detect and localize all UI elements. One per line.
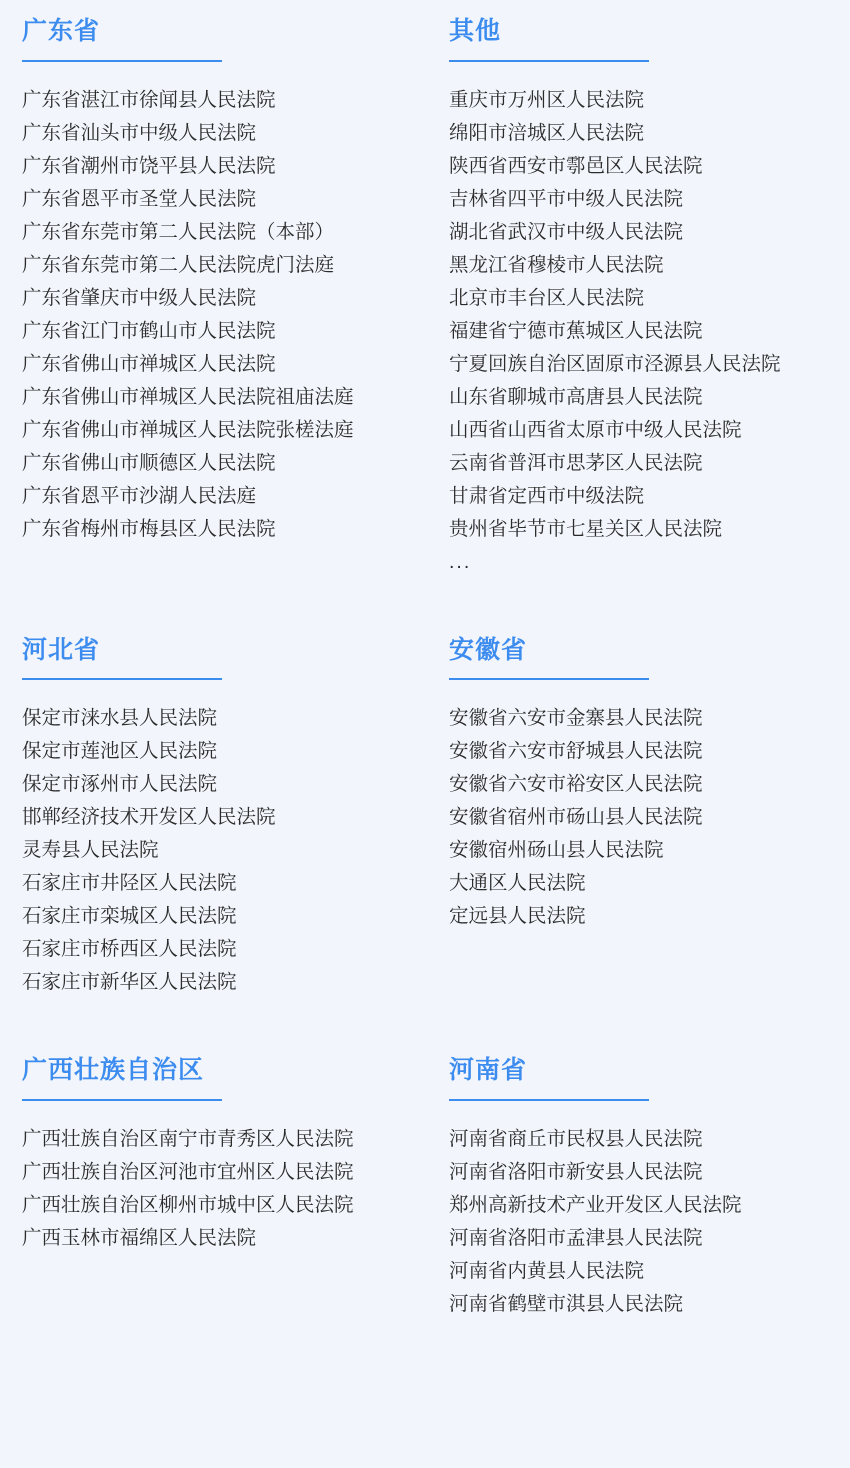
list-item[interactable]: 陕西省西安市鄠邑区人民法院	[449, 154, 703, 177]
list-item[interactable]: 广东省佛山市禅城区人民法院祖庙法庭	[22, 385, 354, 408]
list-item[interactable]: 湖北省武汉市中级人民法院	[449, 220, 684, 243]
section-henan	[425, 1057, 850, 1321]
list-item[interactable]: 广东省肇庆市中级人民法院	[22, 286, 257, 309]
list-item[interactable]: 福建省宁德市蕉城区人民法院	[449, 319, 703, 342]
section-anhui	[425, 637, 850, 1000]
list-item[interactable]: 邯郸经济技术开发区人民法院	[22, 806, 276, 828]
list-item[interactable]: 石家庄市新华区人民法院	[22, 971, 237, 993]
list-item[interactable]: 广东省恩平市沙湖人民法庭	[22, 484, 257, 507]
list-item[interactable]: 宁夏回族自治区固原市泾源县人民法院	[449, 352, 781, 375]
section-grid	[0, 18, 850, 1321]
list-item[interactable]: 吉林省四平市中级人民法院	[449, 187, 684, 210]
section-title: 广东省	[22, 17, 101, 45]
list-item[interactable]: 广西玉林市福绵区人民法院	[22, 1226, 257, 1249]
list-item[interactable]: 河南省洛阳市新安县人民法院	[449, 1160, 703, 1183]
list-item[interactable]: 郑州高新技术产业开发区人民法院	[449, 1193, 742, 1216]
court-list	[22, 702, 403, 999]
list-item[interactable]: 云南省普洱市思茅区人民法院	[449, 451, 703, 474]
list-item[interactable]: 保定市涿州市人民法院	[22, 773, 218, 795]
list-item[interactable]: 广东省佛山市顺德区人民法院	[22, 451, 276, 474]
list-item[interactable]: 大通区人民法院	[449, 872, 586, 894]
list-item[interactable]: 贵州省毕节市七星关区人民法院	[449, 517, 723, 540]
court-list	[449, 84, 828, 579]
list-item[interactable]: 河南省鹤壁市淇县人民法院	[449, 1292, 684, 1315]
title-underline	[22, 1099, 222, 1101]
list-item[interactable]: 安徽省六安市裕安区人民法院	[449, 773, 703, 795]
section-guangxi	[0, 1057, 425, 1321]
list-item[interactable]: 保定市莲池区人民法院	[22, 740, 218, 762]
list-item[interactable]: 重庆市万州区人民法院	[449, 88, 645, 111]
list-item[interactable]: 安徽省六安市舒城县人民法院	[449, 740, 703, 762]
list-item[interactable]: 保定市涞水县人民法院	[22, 707, 218, 729]
title-underline	[22, 678, 222, 680]
list-item[interactable]: 黑龙江省穆棱市人民法院	[449, 253, 664, 276]
section-hebei	[0, 637, 425, 1000]
list-item[interactable]: 安徽省宿州市砀山县人民法院	[449, 806, 703, 828]
list-item[interactable]: 石家庄市桥西区人民法院	[22, 938, 237, 960]
section-spacer	[425, 999, 850, 1057]
list-item[interactable]: 绵阳市涪城区人民法院	[449, 121, 645, 144]
list-item[interactable]: 广西壮族自治区河池市宜州区人民法院	[22, 1160, 354, 1183]
court-list	[449, 1123, 828, 1321]
list-item[interactable]: 河南省商丘市民权县人民法院	[449, 1127, 703, 1150]
section-guangdong	[0, 18, 425, 579]
list-item[interactable]: 广东省东莞市第二人民法院虎门法庭	[22, 253, 335, 276]
list-item[interactable]: 石家庄市栾城区人民法院	[22, 905, 237, 927]
list-item[interactable]: 广西壮族自治区柳州市城中区人民法院	[22, 1193, 354, 1216]
list-item[interactable]: 广东省东莞市第二人民法院（本部）	[22, 220, 335, 243]
list-item[interactable]: 河南省洛阳市孟津县人民法院	[449, 1226, 703, 1249]
section-title: 其他	[449, 17, 502, 45]
list-item[interactable]: 广东省佛山市禅城区人民法院	[22, 352, 276, 375]
title-underline	[449, 60, 649, 62]
list-item[interactable]: 河南省内黄县人民法院	[449, 1259, 645, 1282]
title-underline	[449, 1099, 649, 1101]
court-list	[449, 702, 828, 933]
list-item[interactable]: 甘肃省定西市中级法院	[449, 484, 645, 507]
title-underline	[22, 60, 222, 62]
court-list	[22, 84, 403, 546]
list-item[interactable]: 广东省湛江市徐闻县人民法院	[22, 88, 276, 111]
list-item-more: ...	[449, 550, 472, 573]
section-title: 安徽省	[449, 635, 528, 664]
list-item[interactable]: 北京市丰台区人民法院	[449, 286, 645, 309]
list-item[interactable]: 广东省江门市鹤山市人民法院	[22, 319, 276, 342]
list-item[interactable]: 定远县人民法院	[449, 905, 586, 927]
list-item[interactable]: 安徽省六安市金寨县人民法院	[449, 707, 703, 729]
list-item[interactable]: 广东省恩平市圣堂人民法院	[22, 187, 257, 210]
section-title: 河南省	[449, 1056, 528, 1084]
section-title: 河北省	[22, 635, 101, 664]
section-spacer	[425, 579, 850, 637]
list-item[interactable]: 广东省潮州市饶平县人民法院	[22, 154, 276, 177]
section-title: 广西壮族自治区	[22, 1056, 205, 1084]
list-item[interactable]: 山西省山西省太原市中级人民法院	[449, 418, 742, 441]
section-other	[425, 18, 850, 579]
list-item[interactable]: 灵寿县人民法院	[22, 839, 159, 861]
list-item[interactable]: 安徽宿州砀山县人民法院	[449, 839, 664, 861]
list-item[interactable]: 广东省佛山市禅城区人民法院张槎法庭	[22, 418, 354, 441]
section-spacer	[0, 579, 425, 637]
title-underline	[449, 678, 649, 680]
section-spacer	[0, 999, 425, 1057]
list-item[interactable]: 广西壮族自治区南宁市青秀区人民法院	[22, 1127, 354, 1150]
list-item[interactable]: 山东省聊城市高唐县人民法院	[449, 385, 703, 408]
list-item[interactable]: 广东省梅州市梅县区人民法院	[22, 517, 276, 540]
list-item[interactable]: 石家庄市井陉区人民法院	[22, 872, 237, 894]
court-list	[22, 1123, 403, 1255]
list-item[interactable]: 广东省汕头市中级人民法院	[22, 121, 257, 144]
